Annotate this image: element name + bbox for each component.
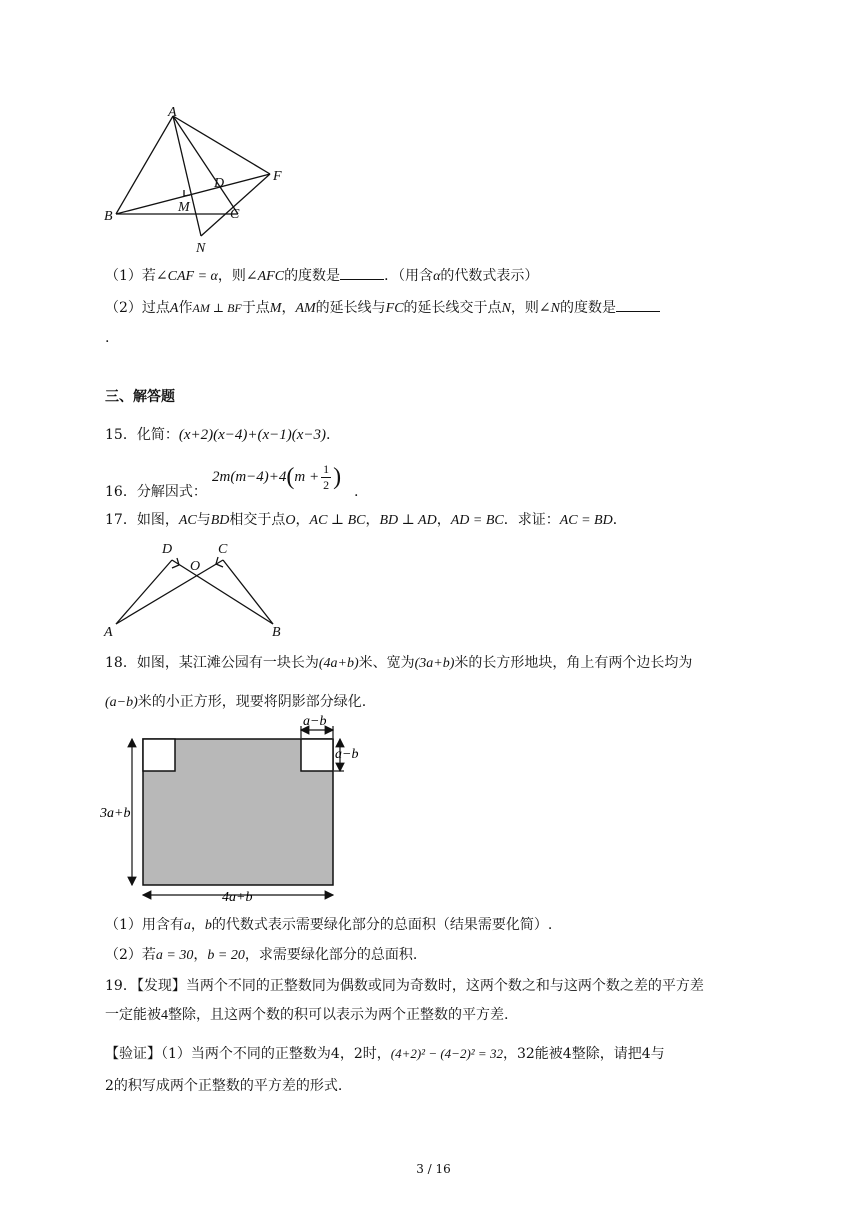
- q16-expr: 2m(m−4)+4 ( m + $\frac{1}{2}$ ): [212, 462, 342, 492]
- q18-line1: 18．如图，某江滩公园有一块长为(4a+b)米、宽为(3a+b)米的长方形地块，角上有两个边长均为: [105, 655, 693, 671]
- q17: 17．如图，AC与BD相交于点O，AC ⊥ BC，BD ⊥ AD，AD = BC．求证：AC = BD．: [105, 512, 627, 528]
- label-A: A: [168, 105, 177, 120]
- label-D: D: [162, 542, 173, 557]
- label-bottom-dim: 4a+b: [222, 890, 253, 905]
- section-title: 三、解答题: [105, 389, 175, 405]
- q19-line1: 19．【发现】当两个不同的正整数同为偶数或同为奇数时，这两个数之和与这两个数之差的平方差: [105, 978, 704, 994]
- q19-verify-line1: 【验证】（1）当两个不同的正整数为4，2时，(4+2)² − (4−2)² = 32，32能被4整除，请把4与: [105, 1046, 665, 1062]
- label-C: C: [218, 542, 228, 557]
- page-number: 3 / 16: [416, 1162, 451, 1176]
- q16-end: .: [354, 484, 359, 500]
- q19-verify-line2: 2的积写成两个正整数的平方差的形式.: [105, 1078, 343, 1094]
- q15: 15．化简：(x+2)(x−4)+(x−1)(x−3).: [105, 427, 331, 443]
- q14-tail: .: [105, 330, 110, 346]
- label-left-dim: 3a+b: [100, 806, 131, 821]
- q19-line2: 一定能被4整除，且这两个数的积可以表示为两个正整数的平方差.: [105, 1007, 509, 1023]
- q14-part1: （1）若∠CAF = α，则∠AFC的度数是 ．（用含α的代数式表示）: [105, 268, 539, 284]
- label-D: D: [214, 176, 225, 191]
- label-B: B: [272, 625, 281, 640]
- answer-blank: [340, 279, 384, 280]
- q16-label: 16．分解因式：: [105, 484, 207, 500]
- label-F: F: [273, 169, 282, 184]
- label-M: M: [178, 200, 190, 215]
- q18-line2: (a−b)米的小正方形，现要将阴影部分绿化.: [105, 694, 367, 710]
- q18-part2: （2）若a = 30，b = 20，求需要绿化部分的总面积.: [105, 947, 418, 963]
- q18-part1: （1）用含有a，b的代数式表示需要绿化部分的总面积（结果需要化简）.: [105, 917, 553, 933]
- label-right-dim: a−b: [335, 747, 359, 762]
- label-O: O: [190, 559, 201, 574]
- q14-part2: （2）过点A作AM ⊥ BF于点M，AM的延长线与FC的延长线交于点N，则∠N的度数是: [105, 300, 660, 318]
- figure-rectangle-plot: [98, 712, 378, 908]
- figure-crossing-triangles: [98, 538, 298, 642]
- figure-triangle-1: [98, 100, 298, 260]
- label-A: A: [104, 625, 113, 640]
- answer-blank: [616, 311, 660, 312]
- label-B: B: [104, 209, 113, 224]
- label-N: N: [196, 241, 206, 256]
- label-C: C: [230, 207, 240, 222]
- label-top-dim: a−b: [303, 714, 327, 729]
